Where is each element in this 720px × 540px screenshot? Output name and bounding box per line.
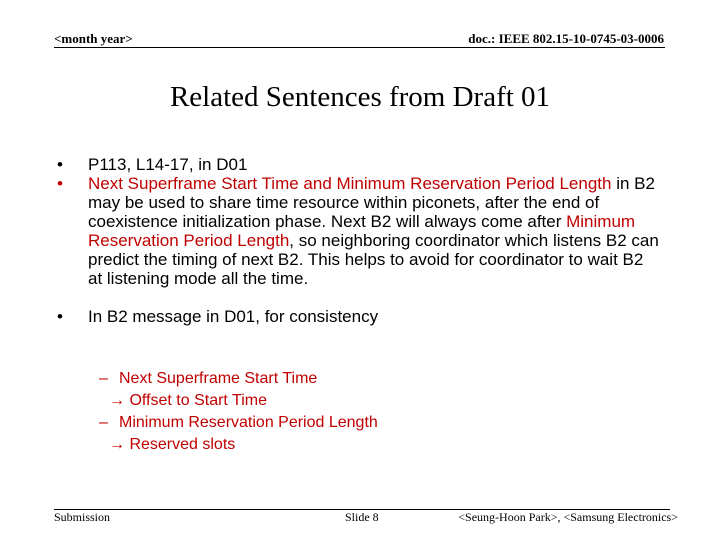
sub-item-replacement [99,390,378,412]
slide-title: Related Sentences from Draft 01 [169,81,551,113]
header-doc-id: doc.: IEEE 802.15-10-0745-03-0006 [468,31,664,46]
sub-item-to: Offset to Start Time [129,392,267,409]
footer-slide-number: Slide 8 [345,510,379,524]
header-date: <month year> [54,31,133,46]
sub-item [99,368,378,390]
bullet-marker: • [57,307,63,326]
sub-list [99,368,378,456]
bullet-text: P113, L14-17, in D01 [88,155,248,174]
sub-item-from: Minimum Reservation Period Length [119,414,378,431]
bullet-text: in B2 may be used to share time resource within piconets, after the end of coexistence initialization phase. Next B2 will always come after [88,174,655,231]
sub-item [99,412,378,434]
bullet-text: In B2 message in D01, for consistency [88,307,379,326]
sub-item-replacement [99,434,378,456]
dash-marker: – [99,370,108,387]
footer-submission: Submission [54,510,111,524]
bullet-marker: • [57,174,63,193]
bullet-item-3 [57,307,662,326]
bullet-highlight: Minimum Reservation Period Length [88,212,636,250]
bullet-item-2 [57,174,662,288]
bullet-highlight: Next Superframe Start Time and Minimum Reservation Period Length [88,174,612,193]
bullet-marker: • [57,155,63,174]
arrow-icon: → [109,392,125,409]
bullet-list [57,155,662,326]
sub-item-to: Reserved slots [129,436,236,453]
bullet-text: , so neighboring coordinator which listens B2 can predict the timing of next B2. This helps to avoid for coordinator to wait B2 at listening mode all the time. [88,231,659,288]
sub-item-from: Next Superframe Start Time [119,370,318,387]
bullet-item-1 [57,155,662,174]
dash-marker: – [99,414,108,431]
header-rule [54,47,665,48]
footer-author: <Seung-Hoon Park>, <Samsung Electronics> [458,510,678,524]
arrow-icon: → [109,436,125,453]
